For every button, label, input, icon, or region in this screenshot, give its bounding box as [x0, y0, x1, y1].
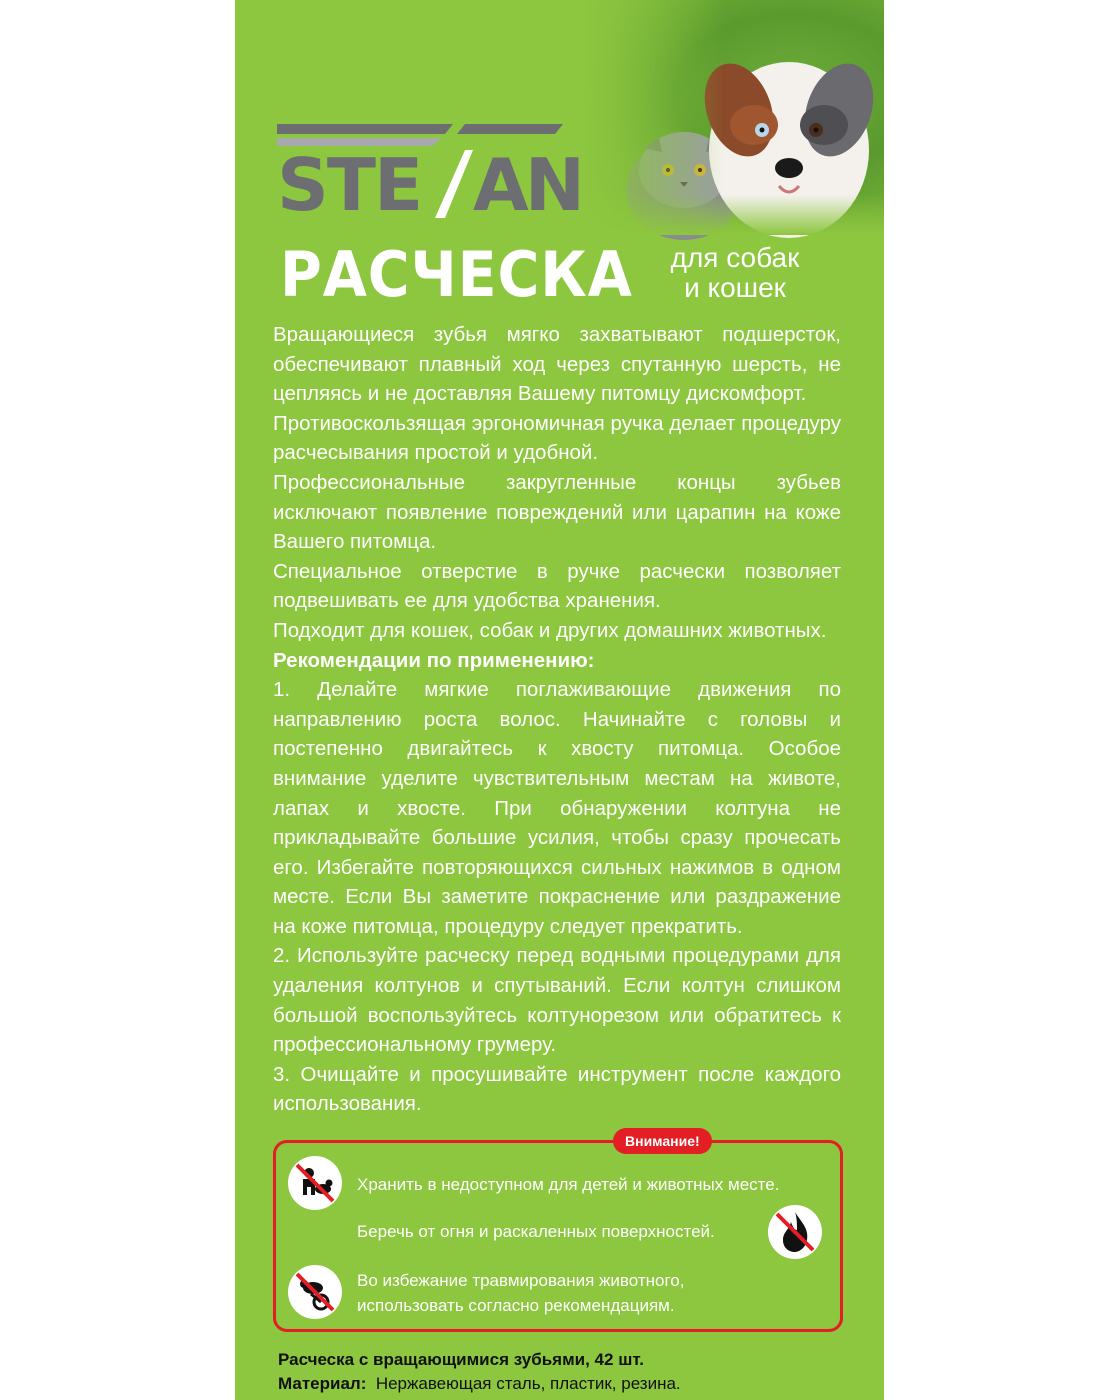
recommendation-item: 1. Делайте мягкие поглаживающие движения по направлению роста волос. Начинайте с головы и постепенно двигайтесь к хвосту питомца. Особое внимание уделите чувствительным местам на животе, лапах и хвосте. При обнаружении колтуна не прикладывайте большие усилия, чтобы сразу прочесать его. Избегайте повторяющихся сильных нажимов в одном месте. Если Вы заметите покраснение или раздражение на коже питомца, процедуру следует прекратить. [273, 678, 841, 938]
subtitle-line-2: и кошек [684, 272, 786, 303]
no-animal-injury-icon [287, 1264, 343, 1320]
description [273, 320, 841, 1119]
specs-line-2 [278, 1372, 681, 1396]
paragraph: Специальное отверстие в ручке расчески позволяет подвешивать ее для удобства хранения. [273, 559, 841, 613]
product-panel [235, 0, 884, 1400]
specs-line-1 [278, 1348, 681, 1372]
pets-photo [584, 0, 884, 235]
material-label: Материал: [278, 1374, 367, 1393]
warning-badge: Внимание! [613, 1128, 712, 1154]
paragraph: Подходит для кошек, собак и других домашних животных. [273, 618, 827, 642]
recommendation-item: 3. Очищайте и просушивайте инструмент после каждого использования. [273, 1062, 841, 1116]
recommendation-item: 2. Используйте расческу перед водными процедурами для удаления колтунов и спутываний. Если колтун слишком большой воспользуйтесь колтунорезом или обратитесь к профессиональному грумеру. [273, 944, 841, 1057]
stefan-logo [275, 118, 581, 228]
svg-text:AN: AN [473, 143, 581, 227]
no-fire-icon [767, 1204, 823, 1260]
warning-text-storage: Хранить в недоступном для детей и животных месте. [357, 1175, 780, 1194]
material-value: Нержавеющая сталь, пластик, резина. [375, 1374, 681, 1393]
no-children-pets-icon [287, 1155, 343, 1211]
warning-text-injury-line-1: Во избежание травмирования животного, [357, 1271, 685, 1290]
svg-text:STE: STE [277, 143, 422, 227]
warning-text-fire: Беречь от огня и раскаленных поверхностей. [357, 1222, 715, 1241]
subtitle-line-1: для собак [670, 242, 800, 273]
product-title: РАСЧЕСКА [280, 238, 633, 311]
photo-fade-bottom [584, 195, 884, 235]
product-subtitle [655, 243, 815, 303]
paragraph: Вращающиеся зубья мягко захватывают подшерсток, обеспечивают плавный ход через спутанную шерсть, не цепляясь и не доставляя Вашему питомцу дискомфорт. [273, 323, 841, 406]
warning-text-injury [357, 1268, 684, 1318]
specs-description: Расческа с вращающимися зубьями, 42 шт. [278, 1350, 644, 1369]
recommendations-heading: Рекомендации по применению: [273, 648, 595, 672]
paragraph: Профессиональные закругленные концы зубьев исключают появление повреждений или царапин на коже Вашего питомца. [273, 470, 841, 554]
product-specs [278, 1348, 681, 1396]
paragraph: Противоскользящая эргономичная ручка делает процедуру расчесывания простой и удобной. [273, 411, 841, 465]
warning-text-injury-line-2: использовать согласно рекомендациям. [357, 1296, 675, 1315]
